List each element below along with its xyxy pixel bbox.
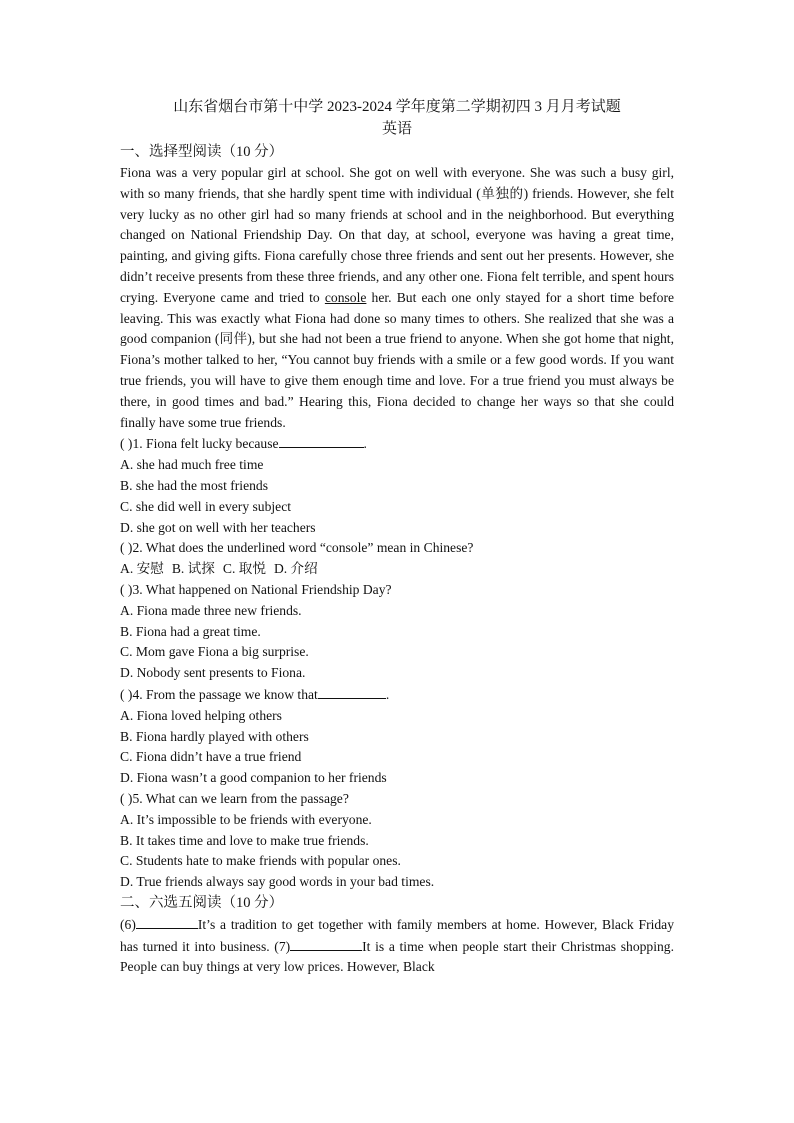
section2-heading: 二、六选五阅读（10 分） — [120, 894, 284, 911]
exam-title: 山东省烟台市第十中学 2023-2024 学年度第二学期初四 3 月月考试题 — [173, 99, 621, 115]
question-4-option-d: D. Fiona wasn’t a good companion to her friends — [120, 770, 387, 786]
question-3-option-a: A. Fiona made three new friends. — [120, 602, 302, 618]
question-4-stem: ( )4. From the passage we know that — [120, 686, 318, 702]
question-2-option-a: A. 安慰 — [120, 561, 164, 577]
section1-heading: 一、选择型阅读（10 分） — [120, 144, 284, 160]
question-2-options — [120, 559, 674, 580]
answer-blank — [279, 433, 364, 448]
question-1-option-d: D. she got on well with her teachers — [120, 519, 316, 535]
question-4-option-b: B. Fiona hardly played with others — [120, 728, 309, 744]
question-4-option-a: A. Fiona loved helping others — [120, 707, 282, 723]
question-3-option-b: B. Fiona had a great time. — [120, 623, 261, 639]
blank-7-label: (7) — [274, 938, 291, 954]
section2-passage — [120, 914, 674, 978]
exam-subject: 英语 — [381, 121, 412, 137]
question-1-end: . — [363, 436, 367, 452]
question-1-stem: ( )1. Fiona felt lucky because — [120, 436, 279, 452]
question-2-stem: ( )2. What does the underlined word “console” mean in Chinese? — [120, 540, 474, 556]
passage-part2: her. But each one only stayed for a short time before leaving. This was exactly what Fiona had done so many times to others. She realized that she was a good companion (同伴), but she had not been a true friend to anyone. When she got home that night, Fiona’s mother talked to her, “You cannot buy friends with a smile or a few good words. If you want true friends, you will have to give them enough time and love. For a true friend you must always be there, in good times and bad.” Hearing this, Fiona decided to change her ways so that she could finally have some true friends. — [120, 289, 675, 430]
question-3-option-d: D. Nobody sent presents to Fiona. — [120, 665, 306, 681]
answer-blank-6 — [136, 914, 198, 929]
question-5-stem: ( )5. What can we learn from the passage? — [120, 790, 349, 806]
question-1-option-a: A. she had much free time — [120, 457, 264, 473]
exam-page — [120, 96, 674, 978]
question-1 — [120, 433, 674, 455]
question-5-option-a: A. It’s impossible to be friends with everyone. — [120, 811, 372, 827]
question-4 — [120, 684, 674, 706]
question-5-option-c: C. Students hate to make friends with popular ones. — [120, 853, 401, 869]
section2-text-a: It’s a tradition to get together with family members at home. However, Black Friday has turned it into business. — [120, 916, 674, 954]
passage-part1: Fiona was a very popular girl at school. She got on well with everyone. She was such a busy girl, with so many friends, that she hardly spent time with individual (单独的) friends. However, she felt very lucky as no other girl had so many friends at school and in the neighborhood. But everything changed on National Friendship Day. On that day, at school, everyone was having a great time, painting, and giving gifts. Fiona carefully chose three friends and sent out her presents. However, she didn’t receive presents from these three friends, and any other one. Fiona felt terrible, and spent hours crying. Everyone came and tried to — [120, 165, 674, 305]
question-3-option-c: C. Mom gave Fiona a big surprise. — [120, 644, 309, 660]
section2-text-b: It is a time when people start their Christmas shopping. People can buy things at very low prices. However, Black — [120, 938, 674, 975]
question-1-option-c: C. she did well in every subject — [120, 498, 292, 514]
question-2-option-d: D. 介绍 — [273, 561, 318, 577]
answer-blank — [318, 684, 386, 699]
question-2-option-c: C. 取悦 — [222, 561, 266, 577]
question-5-option-b: B. It takes time and love to make true friends. — [120, 832, 369, 848]
question-3-stem: ( )3. What happened on National Friendship Day? — [120, 581, 392, 597]
answer-blank-7 — [290, 936, 362, 951]
question-2-option-b: B. 试探 — [171, 561, 215, 577]
underlined-word-console: console — [324, 289, 367, 305]
question-4-option-c: C. Fiona didn’t have a true friend — [120, 749, 302, 765]
reading-passage — [120, 163, 674, 433]
question-1-option-b: B. she had the most friends — [120, 477, 268, 493]
blank-6-label: (6) — [120, 916, 136, 932]
question-4-end: . — [385, 686, 390, 702]
question-5-option-d: D. True friends always say good words in your bad times. — [120, 874, 435, 890]
